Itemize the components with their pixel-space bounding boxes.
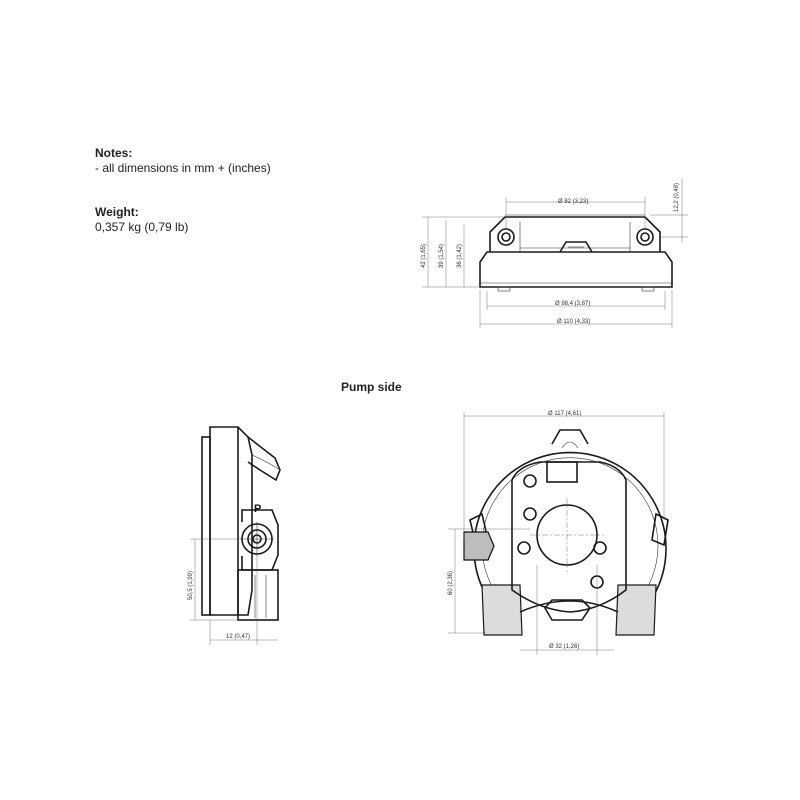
pump-label-plate [547, 462, 577, 482]
side-elevation-view [421, 178, 688, 328]
pump-port-block [464, 532, 494, 560]
elevation-bolt-right [637, 229, 653, 245]
profile-lower-block [238, 570, 278, 620]
profile-body [210, 427, 252, 615]
notes-line: - all dimensions in mm + (inches) [95, 161, 271, 175]
pump-bolt-3 [518, 542, 530, 554]
dim-text-110: Ø 110 (4,33) [557, 319, 591, 325]
weight-heading: Weight: [95, 205, 139, 219]
notes-heading: Notes: [95, 146, 133, 160]
dim-text-12-2: 12,2 (0,48) [674, 182, 680, 212]
dim-text-36: 36 (1,42) [457, 243, 463, 268]
pump-bolt-4 [594, 542, 606, 554]
pump-bolt-2 [524, 508, 536, 520]
pump-bolt-1 [524, 475, 536, 487]
pump-side-title: Pump side [341, 380, 402, 394]
port-label: P [254, 503, 262, 515]
elevation-bolt-left [498, 229, 514, 245]
dim-text-32: Ø 32 (1,26) [549, 644, 580, 650]
profile-plate [202, 437, 210, 615]
pump-side-front-view [448, 411, 668, 655]
dim-text-12: 12 (0,47) [226, 634, 251, 640]
dim-text-98-4: Ø 98,4 (3,87) [555, 301, 591, 307]
weight-value: 0,357 kg (0,79 lb) [95, 220, 189, 234]
dim-text-82: Ø 82 (3,23) [558, 199, 589, 205]
pump-inner-ring [482, 458, 658, 590]
dim-text-50-5: 50,5 (1,99) [188, 570, 194, 600]
elevation-bolt-left-inner [502, 233, 510, 241]
pump-top-lug-inner [562, 442, 578, 448]
dim-text-117: Ø 117 (4,61) [548, 411, 582, 417]
elevation-bolt-right-inner [641, 233, 649, 241]
elevation-base [480, 252, 672, 287]
dim-text-42: 42 (1,65) [421, 243, 427, 268]
side-profile-view [188, 427, 280, 645]
dim-text-60: 60 (2,36) [448, 570, 454, 595]
dim-text-39: 39 (1,54) [439, 243, 445, 268]
pump-center-body [512, 462, 626, 612]
pump-outer-ring [474, 453, 666, 595]
